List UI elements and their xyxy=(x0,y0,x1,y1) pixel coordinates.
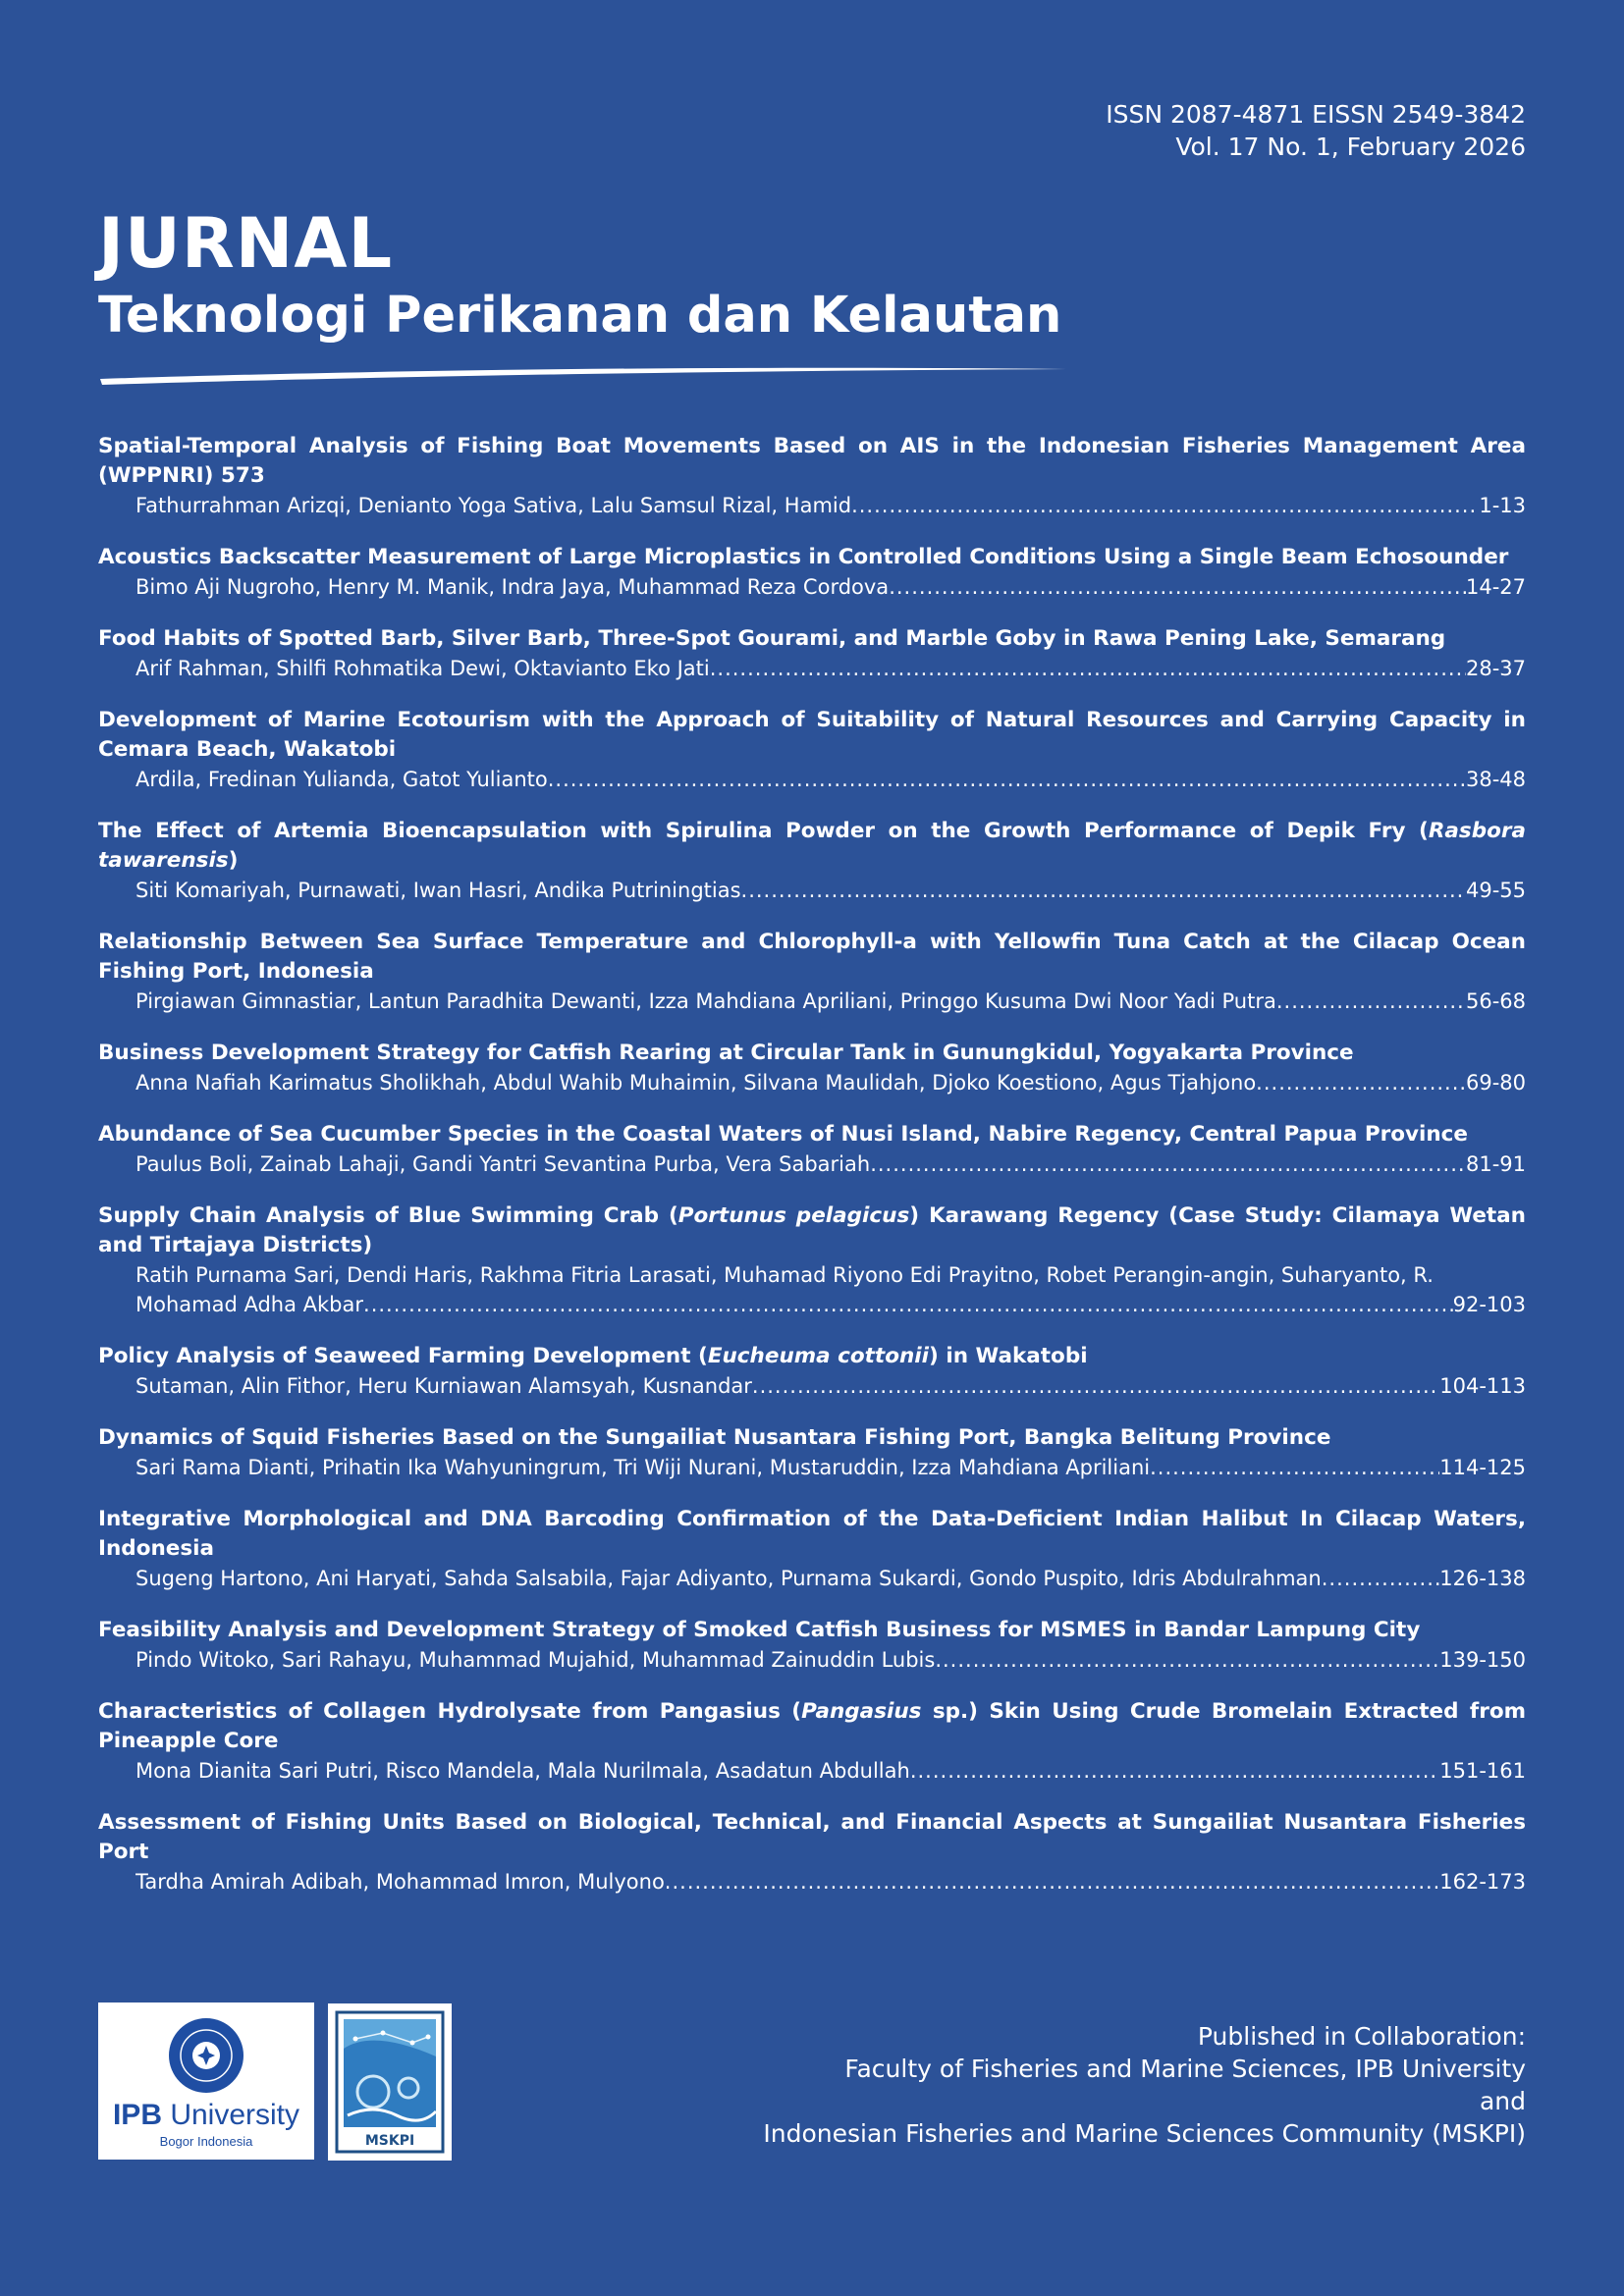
article-authors-line xyxy=(98,987,1526,1016)
ipb-name-bold: IPB xyxy=(112,2099,162,2131)
article-entry[interactable] xyxy=(98,1616,1526,1675)
article-entry[interactable] xyxy=(98,1423,1526,1482)
ipb-subtitle: Bogor Indonesia xyxy=(159,2134,253,2149)
article-authors-line xyxy=(98,1068,1526,1097)
article-title[interactable]: Spatial-Temporal Analysis of Fishing Boat Movements Based on AIS in the Indonesian Fisheries Management Area (WPPNRI) 573 xyxy=(98,434,1526,488)
leader-dots xyxy=(889,572,1466,602)
article-entry[interactable] xyxy=(98,817,1526,905)
article-pages: 56-68 xyxy=(1465,989,1526,1013)
article-authors: Pirgiawan Gimnastiar, Lantun Paradhita Dewanti, Izza Mahdiana Apriliani, Pringgo Kusuma Dwi Noor Yadi Putra xyxy=(135,989,1276,1013)
article-entry[interactable] xyxy=(98,928,1526,1016)
article-pages: 139-150 xyxy=(1439,1648,1526,1672)
leader-dots xyxy=(548,765,1466,794)
leader-dots xyxy=(935,1645,1439,1675)
leader-dots xyxy=(741,876,1466,905)
article-title-part: Policy Analysis of Seaweed Farming Development ( xyxy=(98,1344,708,1368)
ipb-university-logo xyxy=(98,2002,314,2160)
article-title-part: sp.) Skin Using Crude Bromelain Extracted from Pineapple Core xyxy=(98,1699,1526,1753)
species-name: Portunus pelagicus xyxy=(677,1203,910,1228)
article-pages: 92-103 xyxy=(1452,1293,1526,1316)
leader-dots xyxy=(752,1371,1439,1401)
article-authors-line xyxy=(98,654,1526,683)
article-pages: 28-37 xyxy=(1465,657,1526,680)
publisher-block xyxy=(763,2020,1526,2150)
article-entry[interactable] xyxy=(98,1505,1526,1593)
article-title[interactable]: Integrative Morphological and DNA Barcoding Confirmation of the Data-Deficient Indian Halibut In Cilacap Waters, Indonesia xyxy=(98,1507,1526,1561)
article-title[interactable]: Relationship Between Sea Surface Temperature and Chlorophyll-a with Yellowfin Tuna Catch at the Cilacap Ocean Fishing Port, Indonesia xyxy=(98,930,1526,984)
article-pages: 14-27 xyxy=(1465,575,1526,599)
article-title[interactable]: Abundance of Sea Cucumber Species in the Coastal Waters of Nusi Island, Nabire Regency, Central Papua Province xyxy=(98,1122,1468,1147)
article-title[interactable]: Food Habits of Spotted Barb, Silver Barb, Three-Spot Gourami, and Marble Goby in Rawa Pening Lake, Semarang xyxy=(98,626,1446,651)
article-title[interactable] xyxy=(98,1342,1526,1371)
article-entry[interactable] xyxy=(98,432,1526,520)
leader-dots xyxy=(1322,1564,1440,1593)
mskpi-emblem-icon xyxy=(334,2009,446,2155)
article-authors-line xyxy=(98,1867,1526,1896)
article-pages: 114-125 xyxy=(1439,1456,1526,1479)
table-of-contents xyxy=(98,432,1526,1919)
article-entry[interactable] xyxy=(98,706,1526,794)
article-title-part: The Effect of Artemia Bioencapsulation with Spirulina Powder on the Growth Performance of Depik Fry ( xyxy=(98,819,1429,843)
article-title[interactable] xyxy=(98,817,1526,876)
article-title[interactable]: Dynamics of Squid Fisheries Based on the Sungailiat Nusantara Fishing Port, Bangka Belitung Province xyxy=(98,1425,1331,1450)
article-title-part: Supply Chain Analysis of Blue Swimming Crab ( xyxy=(98,1203,678,1228)
article-title[interactable]: Business Development Strategy for Catfish Rearing at Circular Tank in Gunungkidul, Yogyakarta Province xyxy=(98,1041,1354,1065)
publisher-line: Faculty of Fisheries and Marine Sciences, IPB University xyxy=(844,2055,1526,2083)
article-authors: Arif Rahman, Shilfi Rohmatika Dewi, Oktavianto Eko Jati xyxy=(135,657,710,680)
article-authors-line xyxy=(98,1645,1526,1675)
publisher-line: Published in Collaboration: xyxy=(1197,2022,1526,2051)
article-authors-line xyxy=(98,1371,1526,1401)
mskpi-logo xyxy=(328,2003,452,2161)
article-authors-line xyxy=(98,1149,1526,1179)
article-authors-line xyxy=(98,765,1526,794)
leader-dots xyxy=(363,1290,1453,1319)
article-title[interactable]: Development of Marine Ecotourism with the Approach of Suitability of Natural Resources and Carrying Capacity in Cemara Beach, Wakatobi xyxy=(98,708,1526,762)
article-pages: 126-138 xyxy=(1439,1567,1526,1590)
ipb-seal-icon xyxy=(167,2016,245,2095)
issn-text: ISSN 2087-4871 EISSN 2549-3842 xyxy=(1106,100,1526,129)
article-entry[interactable] xyxy=(98,543,1526,602)
publisher-line: and xyxy=(1479,2087,1526,2115)
publisher-line: Indonesian Fisheries and Marine Sciences Community (MSKPI) xyxy=(763,2119,1526,2148)
journal-title-block xyxy=(98,202,1061,347)
mskpi-label: MSKPI xyxy=(364,2133,415,2149)
article-authors: Mohamad Adha Akbar xyxy=(135,1293,364,1316)
article-title-part: Characteristics of Collagen Hydrolysate from Pangasius ( xyxy=(98,1699,802,1724)
issn-block xyxy=(1106,98,1526,163)
article-authors: Sugeng Hartono, Ani Haryati, Sahda Salsabila, Fajar Adiyanto, Purnama Sukardi, Gondo Puspito, Idris Abdulrahman xyxy=(135,1567,1322,1590)
species-name: Rasbora tawarensis xyxy=(98,819,1526,873)
article-title[interactable]: Feasibility Analysis and Development Strategy of Smoked Catfish Business for MSMES in Bandar Lampung City xyxy=(98,1618,1421,1642)
article-entry[interactable] xyxy=(98,624,1526,683)
article-authors: Siti Komariyah, Purnawati, Iwan Hasri, Andika Putriningtias xyxy=(135,879,741,902)
leader-dots xyxy=(870,1149,1466,1179)
leader-dots xyxy=(1150,1453,1439,1482)
article-entry[interactable] xyxy=(98,1342,1526,1401)
article-pages: 104-113 xyxy=(1439,1374,1526,1398)
article-title-part: ) in Wakatobi xyxy=(929,1344,1088,1368)
article-title[interactable]: Assessment of Fishing Units Based on Biological, Technical, and Financial Aspects at Sungailiat Nusantara Fisheries Port xyxy=(98,1810,1526,1864)
article-entry[interactable] xyxy=(98,1808,1526,1896)
article-title-part: ) xyxy=(228,848,239,873)
ipb-name xyxy=(98,2099,314,2132)
article-authors: Tardha Amirah Adibah, Mohammad Imron, Mulyono xyxy=(135,1870,665,1894)
article-authors-line xyxy=(98,876,1526,905)
leader-dots xyxy=(910,1756,1439,1786)
journal-subtitle: Teknologi Perikanan dan Kelautan xyxy=(98,287,1062,345)
leader-dots xyxy=(665,1867,1439,1896)
article-authors: Anna Nafiah Karimatus Sholikhah, Abdul Wahib Muhaimin, Silvana Maulidah, Djoko Koestiono, Agus Tjahjono xyxy=(135,1071,1257,1095)
article-authors: Ardila, Fredinan Yulianda, Gatot Yulianto xyxy=(135,768,548,791)
article-pages: 1-13 xyxy=(1479,494,1526,517)
article-entry[interactable] xyxy=(98,1120,1526,1179)
article-authors: Bimo Aji Nugroho, Henry M. Manik, Indra Jaya, Muhammad Reza Cordova xyxy=(135,575,890,599)
article-pages: 162-173 xyxy=(1439,1870,1526,1894)
leader-dots xyxy=(851,491,1479,520)
title-underline-swoosh xyxy=(98,357,1070,387)
article-authors: Pindo Witoko, Sari Rahayu, Muhammad Mujahid, Muhammad Zainuddin Lubis xyxy=(135,1648,936,1672)
article-authors-line xyxy=(98,572,1526,602)
article-authors-line xyxy=(98,1290,1526,1319)
species-name: Pangasius xyxy=(801,1699,922,1724)
article-pages: 81-91 xyxy=(1465,1152,1526,1176)
article-authors-line xyxy=(98,1453,1526,1482)
article-pages: 69-80 xyxy=(1465,1071,1526,1095)
article-entry[interactable] xyxy=(98,1201,1526,1319)
article-authors-line xyxy=(98,1756,1526,1786)
article-authors-line xyxy=(98,1564,1526,1593)
article-authors-line xyxy=(98,491,1526,520)
article-authors: Ratih Purnama Sari, Dendi Haris, Rakhma Fitria Larasati, Muhamad Riyono Edi Prayitno, Robet Perangin-angin, Suharyanto, R. xyxy=(135,1263,1434,1287)
leader-dots xyxy=(1256,1068,1466,1097)
journal-title: JURNAL xyxy=(98,203,394,284)
article-authors: Paulus Boli, Zainab Lahaji, Gandi Yantri Sevantina Purba, Vera Sabariah xyxy=(135,1152,871,1176)
article-pages: 38-48 xyxy=(1465,768,1526,791)
leader-dots xyxy=(710,654,1466,683)
article-entry[interactable] xyxy=(98,1697,1526,1786)
article-title[interactable] xyxy=(98,1697,1526,1756)
article-authors: Mona Dianita Sari Putri, Risco Mandela, Mala Nurilmala, Asadatun Abdullah xyxy=(135,1759,910,1783)
species-name: Eucheuma cottonii xyxy=(707,1344,930,1368)
ipb-name-rest: University xyxy=(161,2099,300,2131)
article-title[interactable]: Acoustics Backscatter Measurement of Large Microplastics in Controlled Conditions Using a Single Beam Echosounder xyxy=(98,545,1509,569)
volume-text: Vol. 17 No. 1, February 2026 xyxy=(1175,133,1526,161)
article-pages: 151-161 xyxy=(1439,1759,1526,1783)
article-title[interactable] xyxy=(98,1201,1526,1260)
article-pages: 49-55 xyxy=(1465,879,1526,902)
article-authors: Fathurrahman Arizqi, Denianto Yoga Sativa, Lalu Samsul Rizal, Hamid xyxy=(135,494,852,517)
article-authors: Sari Rama Dianti, Prihatin Ika Wahyuningrum, Tri Wiji Nurani, Mustaruddin, Izza Mahdiana Apriliani xyxy=(135,1456,1151,1479)
article-entry[interactable] xyxy=(98,1039,1526,1097)
leader-dots xyxy=(1276,987,1466,1016)
article-authors: Sutaman, Alin Fithor, Heru Kurniawan Alamsyah, Kusnandar xyxy=(135,1374,752,1398)
article-title-part: ) Karawang Regency (Case Study: Cilamaya Wetan and Tirtajaya Districts) xyxy=(98,1203,1526,1257)
